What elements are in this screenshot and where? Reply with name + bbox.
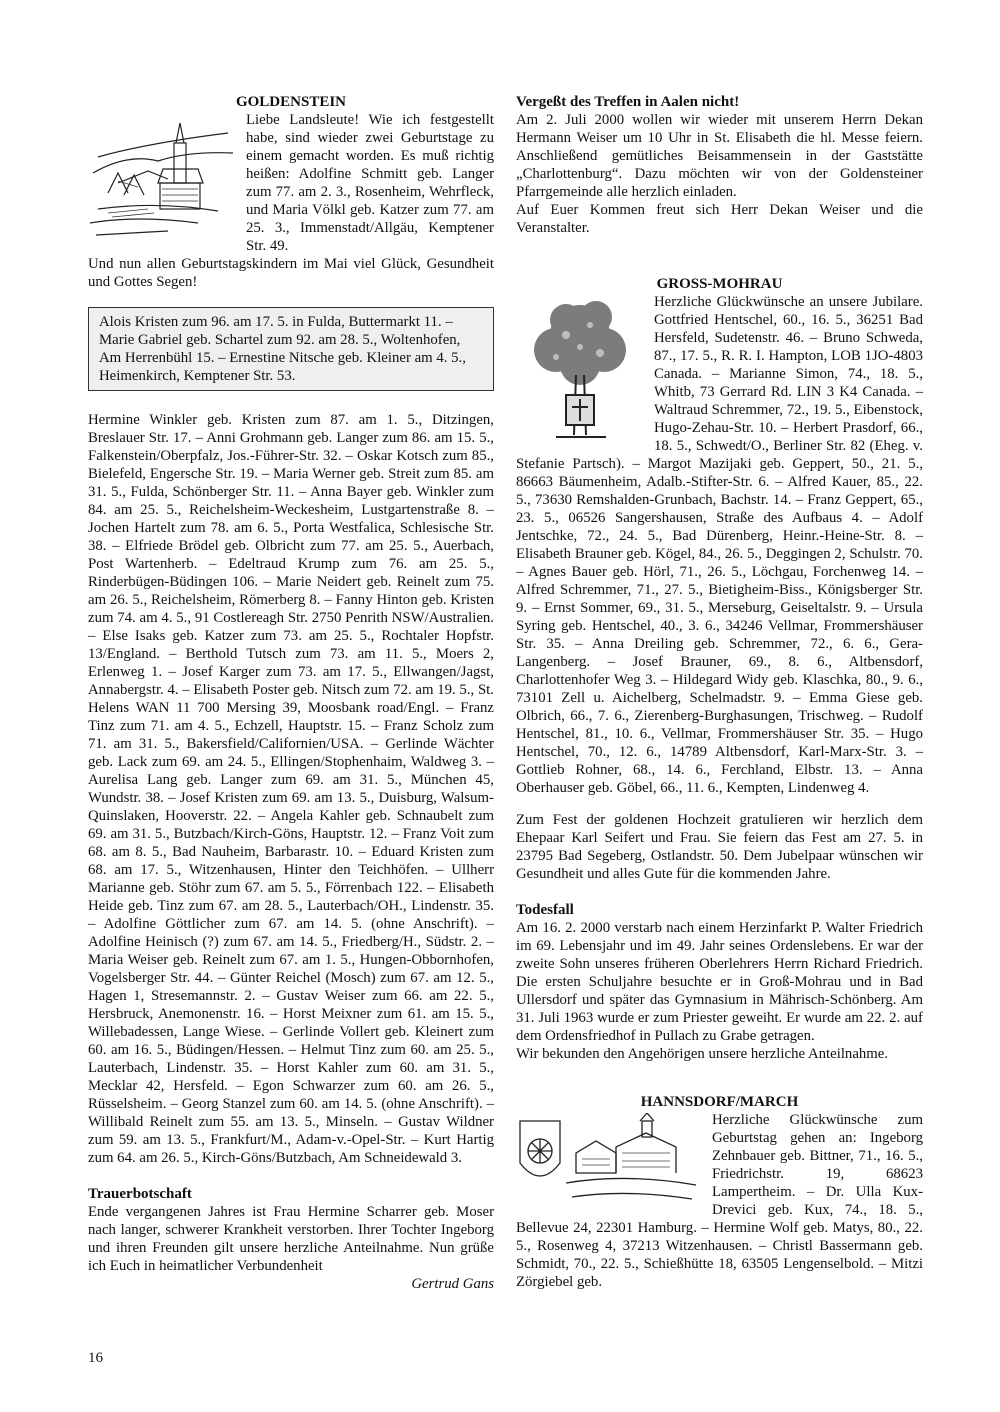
- trauer-heading: Trauerbotschaft: [88, 1186, 192, 1202]
- treffen-body: Am 2. Juli 2000 wollen wir wieder mit unserem Herrn Dekan Hermann Weiser um 10 Uhr in St. Elisabeth die hl. Messe feiern. Anschließend gemütliches Beisammensein in der Gaststätte „Charlottenburg“. Dazu möchten wir von der Goldensteiner Pfarrgemeinde alle herzlich einladen.: [516, 112, 923, 200]
- treffen-body-2: Auf Euer Kommen freut sich Herr Dekan Weiser und die Veranstalter.: [516, 202, 923, 236]
- goldenstein-box-text: Alois Kristen zum 96. am 17. 5. in Fulda, Buttermarkt 11. – Marie Gabriel geb. Schartel zum 92. am 28. 5., Woltenhofen, Am Herrenbühl 15. – Ernestine Nitsche geb. Kleiner am 4. 5., Heimenkirch, Kemptener Str. 53.: [99, 314, 466, 384]
- goldenstein-heading: GOLDENSTEIN: [235, 94, 347, 110]
- right-column: [516, 93, 923, 1291]
- todesfall-closing: Wir bekunden den Angehörigen unsere herzliche Anteilnahme.: [516, 1046, 889, 1062]
- page-number: 16: [88, 1350, 103, 1366]
- goldene-hochzeit-body: Zum Fest der goldenen Hochzeit gratulieren wir herzlich dem Ehepaar Karl Seifert und Frau. Sie feiern das Fest am 27. 5. in 23795 Bad Segeberg, Ostlandstr. 50. Dem Jubelpaar wünschen wir Gesundheit und alles Gute für die kommenden Jahre.: [516, 812, 923, 882]
- hannsdorf-body: Herzliche Glückwünsche zum Geburtstag gehen an: Ingeborg Zehnbauer geb. Bittner, 71., 16. 5., Friedrichstr. 19, 68623 Lampertheim. – Dr. Ulla Kux-Drevici geb. Kux, 74., 18. 5., Bellevue 24, 22301 Hamburg. – Hermine Wolf geb. Matys, 80., 22. 5., Rosenweg 4, 37213 Witzenhausen. – Christl Bassermann geb. Schmidt, 70., 22. 5., Schießhütte 18, 63505 Lengenselbold. – Mitzi Zörgiebel geb.: [516, 1112, 923, 1290]
- goldenstein-birthday-list: Hermine Winkler geb. Kristen zum 87. am 1. 5., Ditzingen, Breslauer Str. 17. – Anni Grohmann geb. Langer zum 86. am 15. 5., Falkenstein/Oberpfalz, Jos.-Führer-Str. 32. – Oskar Kotsch zum 85., Bielefeld, Engersche Str. 19. – Maria Werner geb. Streit zum 85. am 31. 5., Fulda, Schönberger Str. 11. – Anna Bayer geb. Winkler zum 84. am 25. 5., Reichelsheim-Weckesheim, Lustgartenstraße 8. – Jochen Hartelt zum 78. am 6. 5., Porta Westfalica, Schlesische Str. 38. – Elfriede Brödel geb. Olbricht zum 77. am 25. 5., Auerbach, Post Wartenherb. – Edeltraud Krump zum 76. am 25. 5., Rinderbügen-Büdingen 106. – Marie Neidert geb. Reinelt zum 75. am 26. 5., Reichelsheim, Römerberg 8. – Fanny Hinton geb. Kristen zum 74. am 4. 5., 91 Costlereagh Str. 2750 Penrith NSW/Australien. – Else Isaks geb. Katzer zum 73. am 25. 5., Rochtaler Hopfstr. 13/England. – Berthold Tutsch zum 73. am 11. 5., Moers 2, Erlenweg 1. – Josef Karger zum 73. am 17. 5., Ellwangen/Jagst, Annabergstr. 4. – Elisabeth Poster geb. Nitsch zum 72. am 19. 5., St. Helens WAN 11 700 Mersing 39, Moosbank road/Engl. – Franz Tinz zum 71. am 4. 5., Echzell, Hauptstr. 15. – Franz Scholz zum 71. am 31. 5., Bakersfield/Californien/USA. – Gerlinde Wächter geb. Lack zum 69. am 24. 5., Ellingen/Stophenhaim, Waldweg 3. – Aurelisa Lang geb. Langer zum 69. am 31. 5., München 45, Wundstr. 38. – Josef Kristen zum 69. am 13. 5., Duisburg, Walsum-Quinslaken, Hooverstr. 22. – Angela Kahler geb. Schnaubelt zum 69. am 31. 5., Butzbach/Kirch-Göns, Hauptstr. 12. – Franz Voit zum 68. am 8. 5., Bad Nauheim, Barbarastr. 10. – Eduard Kristen zum 68. am 17. 5., Witzenhausen, Hinter den Teichhöfen. – Ullherr Marianne geb. Stöhr zum 67. am 5. 5., Förrenbach 122. – Elisabeth Heide geb. Tinz zum 67. am 28. 5., Lauterbach/OH., Lindenstr. 35. – Adolfine Göttlicher zum 67. am 14. 5. (ohne Anschrift). – Adolfine Heinisch (?) zum 67. am 14. 5., Friedberg/H., Südstr. 2. – Maria Weiser geb. Reinelt zum 67. am 1. 5., Hungen-Obbornhofen, Vogelsberger Str. 44. – Günter Reichel (Mosch) zum 67. am 12. 5., Hagen 1, Stresemannstr. 2. – Gustav Weiser zum 66. am 22. 5., Hersbruck, Anemonenstr. 16. – Horst Meixner zum 61. am 15. 5., Willebadessen, Lange Wiese. – Gerlinde Vollert geb. Kleinert zum 60. am 16. 5., Büdingen/Hessen. – Helmut Tinz zum 60. am 25. 5., Lauterbach, Lindenstr. 35. – Horst Kahler zum 60. am 31. 5., Mecklar 42, Hersfeld. – Egon Schwarzer zum 60. am 26. 5., Rüsselsheim. – Georg Stanzel zum 60. am 14. 5. (ohne Anschrift). – Willibald Reinelt zum 55. am 13. 5., Minseln. – Gustav Wildner zum 59. am 13. 5., Frankfurt/M., Adam-v.-Opel-Str. – Kurt Hartig zum 64. am 26. 5., Kirch-Göns/Butzbach, Am Schneidewald 3.: [88, 412, 494, 1166]
- goldenstein-body: Liebe Landsleute! Wie ich festgestellt habe, sind wieder zwei Geburtstage zu einem gemacht worden. Es muß richtig heißen: Adolfine Schmitt geb. Langer zum 77. am 2. 3., Rosenheim, Wehrfleck, und Maria Völkl geb. Katzer zum 77. am 25. 3., Immenstadt/Allgäu, Kemptener Str. 49.: [246, 112, 494, 254]
- goldenstein-wishes: Und nun allen Geburtstagskindern im Mai viel Glück, Gesundheit und Gottes Segen!: [88, 256, 494, 290]
- treffen-heading: Vergeßt des Treffen in Aalen nicht!: [516, 94, 740, 110]
- hannsdorf-illustration: [516, 1113, 702, 1205]
- goldenstein-church-illustration: [88, 113, 236, 245]
- left-column: [88, 93, 494, 1293]
- goldenstein-highlight-box: [88, 307, 494, 391]
- gross-mohrau-body: Herzliche Glückwünsche an unsere Jubilare. Gottfried Hentschel, 60., 16. 5., 36251 Bad Hersfeld, Sudetenstr. 46. – Bruno Schweda, 87., 17. 5., R. R. I. Hampton, LOB 1JO-4803 Canada. – Marianne Simon, 74., 18. 5., Whitb, 73 Gerrard Rd. LIN 3 K4 Canada. – Waltraud Schremmer, 72., 19. 5., Eibenstock, Hugo-Zehau-Str. 10. – Herbert Prasdorf, 66., 18. 5., Schwedt/O., Berliner Str. 82 (Eheg. v. Stefanie Partsch). – Margot Mazijaki geb. Geppert, 50., 21. 5., 86663 Bäumenheim, Adalb.-Stifter-Str. 6. – Alfred Kauer, 85., 22. 5., 73630 Remshalden-Grunbach, Bachstr. 14. – Franz Geppert, 65., 23. 5., 06526 Sangershausen, Straße des Aufbaus 4. – Adolf Jentschke, 72., 24. 5., Bad Dürenberg, Heinr.-Heine-Str. 8. – Elisabeth Brauner geb. Kögel, 84., 26. 5., Deggingen 2, Schulstr. 70. – Agnes Bauer geb. Hörl, 71., 26. 5., Löchgau, Forchenweg 14. – Alfred Schremmer, 71., 27. 5., Bietigheim-Biss., Königsberger Str. 9. – Ernst Sommer, 69., 31. 5., Merseburg, Geiseltalstr. 9. – Ursula Syring geb. Hentschel, 40., 3. 6., 34246 Vellmar, Frommershäuser Str. 35. – Anna Dreiling geb. Schremmer, 72., 6. 6., Gera-Langenberg. – Josef Brauner, 69., 8. 6., Altbensdorf, Charlottenhofer Weg 3. – Hildegard Widy geb. Klaschka, 80., 9. 6., 73101 Zell u. Aichelberg, Schelmadstr. 9. – Emma Giese geb. Olbrich, 66., 7. 6., Zierenberg-Burghasungen, Trischweg. – Rudolf Hentschel, 81., 10. 6., Vellmar, Frommershäuser Str. 35. – Hugo Hentschel, 70., 12. 6., 14789 Altbensdorf, Karl-Marx-Str. 3. – Gottlieb Rohner, 68., 14. 6., Ferchland, Elbstr. 13. – Anna Oberhauser geb. Göbel, 66., 11. 6., Kempten, Lindenweg 4.: [516, 294, 923, 796]
- todesfall-body: Am 16. 2. 2000 verstarb nach einem Herzinfarkt P. Walter Friedrich im 69. Lebensjahr und im 49. Jahr seines Ordenslebens. Er war der zweite Sohn unseres früheren Oberlehrers Herrn Richard Friedrich. Die ersten Schuljahre besuchte er in Groß-Mohrau und in Bad Ullersdorf und später das Gymnasium in Mährisch-Schönberg. Am 31. Juli 1963 wurde er zum Priester geweiht. Er wurde am 22. 2. auf dem Ordensfriedhof in Pullach zu Grabe getragen.: [516, 920, 923, 1044]
- gross-mohrau-tree-illustration: [516, 295, 644, 445]
- trauer-signature: Gertrud Gans: [411, 1276, 494, 1292]
- todesfall-heading: Todesfall: [516, 902, 574, 918]
- trauer-body: Ende vergangenen Jahres ist Frau Hermine Scharrer geb. Moser nach langer, schwerer Krankheit verstorben. Ihrer Tochter Ingeborg und ihren Freunden gilt unsere herzliche Anteilnahme. Nun grüße ich Euch in heimatlicher Verbundenheit: [88, 1204, 494, 1274]
- hannsdorf-heading: HANNSDORF/MARCH: [640, 1094, 799, 1110]
- gross-mohrau-heading: GROSS-MOHRAU: [656, 276, 783, 292]
